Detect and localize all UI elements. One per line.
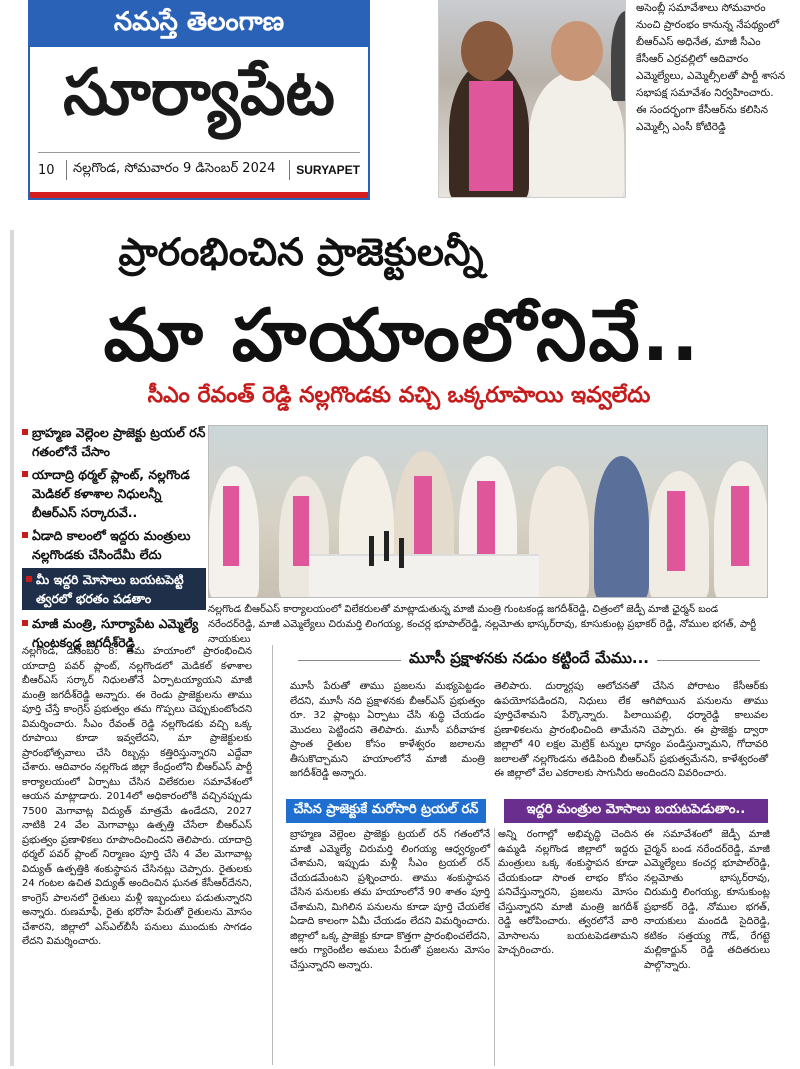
main-headline: మా హయాంలోనివే.. [103,293,701,377]
sub-headline-text: మూసీ ప్రక్షాళనకు నడుం కట్టిందే మేము... [409,649,649,667]
highlight-item: బ్రాహ్మణ వెల్లెంల ప్రాజెక్టు ట్రయల్ రన్ గతంలోనే చేసాం [22,423,206,461]
microphone [399,538,404,568]
masthead-bottom-bar [30,192,368,198]
photo-scarf [731,486,749,566]
separator [289,160,290,180]
sub-headline [290,646,768,674]
highlight-item: మాజీ మంత్రి, సూర్యాపేట ఎమ్మెల్యే గుంటకండ్ల జగదీశ్‌రెడ్డి [22,614,206,652]
photo-face-right [551,21,603,81]
article-column: ఈ సమావేశంలో జెడ్పీ మాజీ చైర్మన్ బండ నరేందర్‌రెడ్డి, మాజీ ఎమ్మెల్యేలు కంచర్ల భూపాల్‌రెడ్డి, నల్లమోతు భాస్కర్‌రావు, చిరుమర్తి లింగయ్య, కూసుకుంట్ల ప్రభాకర్ రెడ్డి, నోముల భగత్, నాయకులు మందడి సైదిరెడ్డి, కటికం సత్తయ్య గౌడ్, రేగట్టె మల్లికార్జున్ రెడ్డి తదితరులు పాల్గొన్నారు. [644,829,770,971]
photo-caption: నల్లగొండ బీఆర్ఎస్ కార్యాలయంలో విలేకరులతో మాట్లాడుతున్న మాజీ మంత్రి గుంటకండ్ల జగదీశ్‌రెడ్డి, చిత్రంలో జెడ్పీ మాజీ ఛైర్మన్ బండ నరేందర్‌రెడ్డి, మాజీ ఎమ్మెల్యేలు చిరుమర్తి లింగయ్య, కంచర్ల భూపాల్‌రెడ్డి, నల్లమోతు భాస్కర్‌రావు, కూసుకుంట్ల ప్రభాకర్ రెడ్డి, నోముల భగత్, పార్టీ నాయకులు [208,604,757,645]
article-column: మూసీ పేరుతో తాము ప్రజలను మభ్యపెట్టడం లేదని, మూసీ నది ప్రక్షాళనకు బీఆర్ఎస్ ప్రభుత్వం రూ. 32 ప్లాంట్లు ఏర్పాటు చేసి శుద్ధి చేయడం మొదలు పెట్టిందని తెలిపారు. మూసీ పరీవాహక ప్రాంత రైతుల కోసం కాళేశ్వరం జలాలను తీసుకొచ్చామని హయాంలోనే మాజీ మంత్రి జగదీశ్‌రెడ్డి అన్నారు. [290,681,485,779]
photo-person-back [611,11,626,101]
column-divider [494,828,495,1066]
photo-person [594,456,649,598]
highlight-item: యాదాద్రి థర్మల్ ప్లాంట్, నల్లగొండ మెడికల్ కళాశాల నిధులన్నీ బీఆర్ఎస్ సర్కారువే.. [22,465,206,522]
section-heading-purple: ఇద్దరి మంత్రుల మోసాలు బయటపెడుతాం.. [504,799,768,823]
microphone [369,536,374,566]
separator [66,160,67,180]
article-column: తెలిపారు. దుర్మార్గపు ఆలోచనతో చేసిన పోరాటం కేసీఆర్‌కు ఉపయోగపడిందని, నిధులు లేక ఆగిపోయిన పనులను తాము పూర్తిచేశామని పేర్కొన్నారు. పిలాయిపల్లి, ధర్మారెడ్డి కాలువల ప్రణాళికలను ప్రారంభించింది తామేనని చెప్పారు. ఈ ప్రాజెక్టు ద్వారా జిల్లాలో 40 లక్షల మెట్రిక్ టన్నుల ధాన్యం పండిస్తున్నామని, గోదావరి జలాలతో నల్లగొండను తడిపింది బీఆర్ఎస్ ప్రభుత్వమేనని, కాళేశ్వరంతో ఈ జిల్లాలో వేల ఎకరాలకు సాగునీరు అందిందని వివరించారు. [494,681,768,779]
highlight-item: మీ ఇద్దరి మోసాలు బయటపెట్టి త్వరలో భరతం పడతాం [22,568,206,610]
column-divider [272,645,273,1065]
rule-right [657,660,760,661]
masthead-info [38,160,360,180]
headline-deck: సీఎం రేవంత్ రెడ్డి నల్లగొండకు వచ్చి ఒక్కరూపాయి ఇవ్వలేదు [147,383,651,408]
section-heading-blue: చేసిన ప్రాజెక్టుకే మరోసారి ట్రయల్ రన్ [286,799,486,823]
page-number: 10 [38,162,55,178]
photo-scarf [414,476,432,556]
masthead [28,0,370,200]
top-news-photo [438,0,626,198]
press-table [309,554,539,598]
edition-title: సూర్యాపేట [63,55,335,130]
highlights-list [22,423,206,656]
photo-scarf [667,491,685,571]
article-column: నల్లగొండ, డిసెంబర్ 8: తమ హయాంలో ప్రారంభించిన యాదాద్రి పవర్ ప్లాంట్, నల్లగొండలో మెడికల్ కళాశాల బీఆర్ఎస్ సర్కార్ నిధులతోనే ఏర్పాటయ్యాయని మాజీ మంత్రి జగదీశ్‌రెడ్డి అన్నారు. ఈ రెండు ప్రాజెక్టులను తాము పూర్తి చేస్తే కాంగ్రెస్ ప్రభుత్వం తమ గొప్పలు చెప్పుకుంటోందని విమర్శించారు. సీఎం రేవంత్ రెడ్డి నల్లగొండకు వచ్చి ఒక్క రూపాయి కూడా ఇవ్వలేదని, మా ప్రాజెక్టులకు ప్రారంభోత్సవాలు చేసి రిబ్బన్లు కత్తిరిస్తున్నారని ఎద్దేవా చేశారు. ఆదివారం నల్లగొండ జిల్లా కేంద్రంలోని బీఆర్ఎస్ పార్టీ కార్యాలయంలో ఏర్పాటు చేసిన విలేకరుల సమావేశంలో ఆయన మాట్లాడారు. 2014లో అధికారంలోకి వచ్చినప్పుడు 7500 మెగావాట్ల విద్యుత్ మాత్రమే ఉండేదని, 2027 నాటికి 24 వేల మెగావాట్లు ఉత్పత్తి చేసేలా బీఆర్ఎస్ ప్రభుత్వం ప్రణాళికలు రూపొందించిందని తెలిపారు. యాదాద్రి థర్మల్ పవర్ ప్లాంట్ నిర్మాణం పూర్తి చేసి 4 వేల మెగావాట్ల విద్యుత్ ఉత్పత్తికి శంకుస్థాపన చేసినట్లు చెప్పారు. రైతులకు 24 గంటల ఉచిత విద్యుత్ అందించిన ఘనత కేసీఆర్‌దేనని, కాంగ్రెస్ పాలనలో రైతులు మళ్లీ ఇబ్బందులు పడుతున్నారని అన్నారు. రుణమాఫీ, రైతు భరోసా పేరుతో రైతులను మోసం చేశారని, జిల్లాలో ఎస్ఎల్‌బీసీ పనులు ముందుకు సాగడం లేదని విమర్శించారు. [22,646,252,947]
photo-scarf [477,481,495,561]
photo-face-left [461,21,513,81]
press-meet-photo [208,425,768,598]
newspaper-name: నమస్తే తెలంగాణ [30,2,368,47]
headline-kicker: ప్రారంభించిన ప్రాజెక్టులన్నీ [118,230,484,274]
article-column: అన్ని రంగాల్లో అభివృద్ధి చెందిన ఉమ్మడి నల్లగొండ జిల్లాలో ఇద్దరు మంత్రులు ఒక్క శంకుస్థాపన కూడా చేయకుండా సొంత లాభం కోసం పనిచేస్తున్నారని, ప్రజలను మోసం చేస్తున్నారని మాజీ మంత్రి జగదీశ్ రెడ్డి ఆరోపించారు. త్వరలోనే వారి మోసాలను బయటపెడతామని హెచ్చరించారు. [498,829,638,956]
rule-left [298,660,401,661]
photo-scarf [469,81,513,191]
top-brief-text: అసెంబ్లీ సమావేశాలు సోమవారం నుంచి ప్రారంభం కానున్న నేపథ్యంలో బీఆర్ఎస్ అధినేత, మాజీ సీఎం కేసీఆర్ ఎర్రవల్లిలో ఆదివారం ఎమ్మెల్యేలు, ఎమ్మెల్సీలతో పార్టీ శాసన సభాపక్ష సమావేశం నిర్వహించారు. ఈ సందర్భంగా కేసీఆర్‌ను కలిసిన ఎమ్మెల్సీ ఎంసీ కోటిరెడ్డి [636,2,786,133]
microphone [384,531,389,561]
article-column: బ్రాహ్మణ వెల్లెంల ప్రాజెక్టు ట్రయల్ రన్ గతంలోనే మాజీ ఎమ్మెల్యే చిరుమర్తి లింగయ్య ఆధ్వర్యంలో చేశామని, ఇప్పుడు మళ్లీ సీఎం ట్రయల్ రన్ చేయడమేంటని ప్రశ్నించారు. తాము శంకుస్థాపన చేసిన పనులకు తమ హయాంలోనే 90 శాతం పూర్తి చేశామని, మిగిలిన పనులను కూడా పూర్తి చేయలేక ఏడాది కాలంగా ఏమీ చేయడం లేదని విమర్శించారు. జిల్లాలో ఒక్క ప్రాజెక్టు కూడా కొత్తగా ప్రారంభించలేదని, ఆరు గ్యారెంటీల అమలు పేరుతో ప్రజలను మోసం చేస్తున్నారని అన్నారు. [290,829,490,971]
edition-code: SURYAPET [296,163,360,177]
masthead-rule [38,152,360,153]
side-marker [10,230,14,1066]
photo-scarf [293,496,309,566]
date-line: నల్లగొండ, సోమవారం 9 డిసెంబర్ 2024 [73,161,276,176]
photo-scarf [223,486,239,566]
photo-person-right [529,71,624,198]
highlight-item: ఏడాది కాలంలో ఇద్దరు మంత్రులు నల్లగొండకు చేసిందేమీ లేదు [22,526,206,564]
